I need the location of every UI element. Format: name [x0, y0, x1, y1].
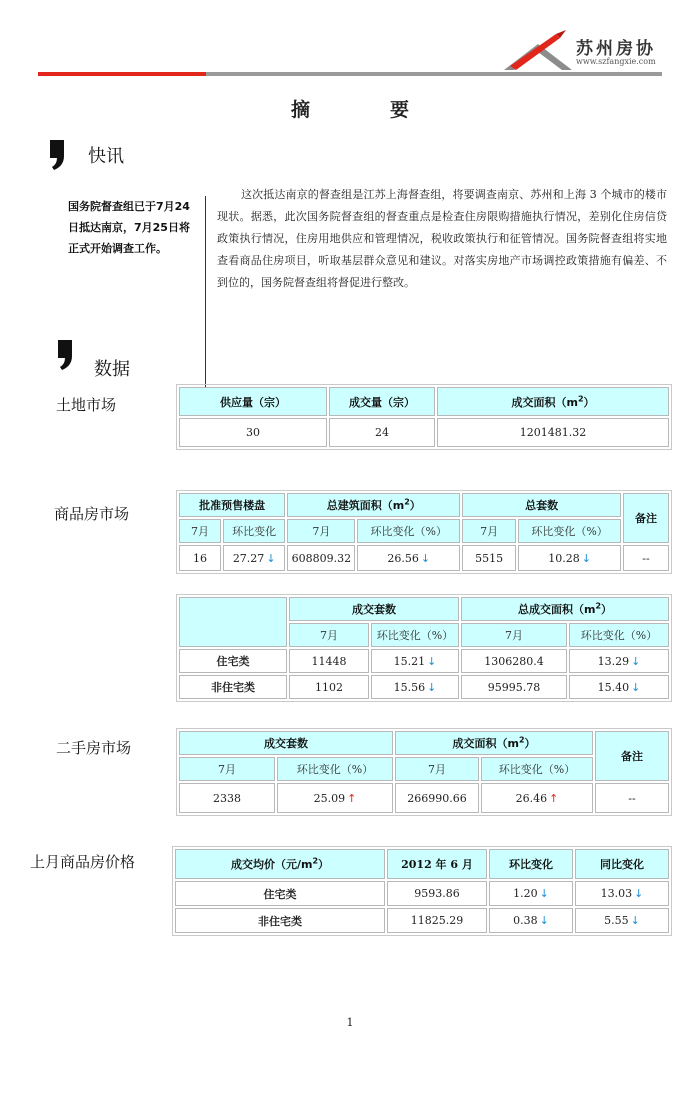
header-cell: 总成交面积$(m^2)$ — [461, 597, 669, 621]
subheader-cell: 7月 — [289, 623, 369, 647]
resale-market-label: 二手房市场 — [56, 739, 132, 757]
table-cell: 15.21 ↓ — [371, 649, 459, 673]
subheader-cell: 环比变化（%） — [518, 519, 621, 543]
row-header-cell: 住宅类 — [179, 649, 287, 673]
table-cell: 15.40 ↓ — [569, 675, 669, 699]
header-cell: 总建筑面积$(m^2)$ — [287, 493, 460, 517]
land-market-label: 土地市场 — [56, 396, 117, 414]
comma-mark-icon — [50, 140, 64, 170]
header-rule-red — [38, 72, 206, 76]
down-arrow-icon: ↓ — [266, 551, 276, 565]
subheader-cell: 环比变化（%） — [277, 757, 393, 781]
table-cell: 16 — [179, 545, 221, 571]
subheader-cell: 7月 — [179, 757, 275, 781]
table-cell: 30 — [179, 418, 327, 447]
commercial-market-label: 商品房市场 — [54, 505, 130, 523]
table-cell: 608809.32 — [287, 545, 355, 571]
header-cell — [179, 597, 287, 647]
table-cell: 5.55 ↓ — [575, 908, 669, 933]
header-cell: 供应量（宗） — [179, 387, 327, 416]
table-cell: 25.09 ↑ — [277, 783, 393, 813]
subheader-cell: 环比变化（%） — [569, 623, 669, 647]
header-cell: 批准预售楼盘 — [179, 493, 285, 517]
table-cell: 9593.86 — [387, 881, 487, 906]
resale-market-table — [176, 728, 672, 816]
table-cell: 27.27 ↓ — [223, 545, 285, 571]
down-arrow-icon: ↓ — [631, 654, 641, 668]
page-number: 1 — [346, 1016, 354, 1029]
comma-mark-icon — [58, 340, 72, 370]
down-arrow-icon: ↓ — [427, 680, 437, 694]
house-pen-logo-icon — [500, 30, 572, 72]
news-heading: 快讯 — [88, 146, 124, 167]
row-header-cell: 非住宅类 — [179, 675, 287, 699]
header-rule-grey — [206, 72, 662, 76]
header-cell: 成交套数 — [179, 731, 393, 755]
down-arrow-icon: ↓ — [539, 887, 549, 900]
header-cell: 环比变化 — [489, 849, 573, 879]
table-cell: 1306280.4 — [461, 649, 567, 673]
header-cell: 成交面积$(m^2)$ — [395, 731, 593, 755]
subheader-cell: 7月 — [461, 623, 567, 647]
table-cell: 2338 — [179, 783, 275, 813]
header-cell: 总套数 — [462, 493, 621, 517]
down-arrow-icon: ↓ — [634, 887, 644, 900]
table-cell: 11448 — [289, 649, 369, 673]
subheader-cell: 环比变化（%） — [481, 757, 593, 781]
news-body: 这次抵达南京的督查组是江苏上海督查组，将要调查南京、苏州和上海 3 个城市的楼市现状。据悉，此次国务院督查组的督查重点是检查住房限购措施执行情况，差别化住房信贷政策执行情况，住房用地供应和管理情况，税收政策执行和征管情况。国务院督查组将实地查看商品住房项目，听取基层群众意见和建议。对落实房地产市场调控政策措施有偏差、不到位的，国务院督查组将督促进行整改。 — [217, 188, 667, 289]
table-cell: 15.56 ↓ — [371, 675, 459, 699]
down-arrow-icon: ↓ — [630, 914, 640, 927]
table-cell: -- — [595, 783, 669, 813]
header-cell: 成交套数 — [289, 597, 459, 621]
down-arrow-icon: ↓ — [420, 551, 431, 565]
page-title: 摘要 — [290, 99, 489, 121]
table-cell: 24 — [329, 418, 435, 447]
subheader-cell: 环比变化（%） — [371, 623, 459, 647]
header-cell: 备注 — [623, 493, 669, 543]
table-cell: 1102 — [289, 675, 369, 699]
org-url: www.szfangxie.com — [576, 57, 656, 66]
table-cell: 1.20 ↓ — [489, 881, 573, 906]
up-arrow-icon: ↑ — [549, 791, 559, 805]
table-cell: -- — [623, 545, 669, 571]
up-arrow-icon: ↑ — [347, 791, 357, 805]
price-label: 上月商品房价格 — [30, 853, 136, 871]
header-cell: 成交面积$(m^2)$ — [437, 387, 669, 416]
table-cell: 10.28 ↓ — [518, 545, 621, 571]
header-cell: 备注 — [595, 731, 669, 781]
table-cell: 26.56 ↓ — [357, 545, 460, 571]
table-cell: 26.46 ↑ — [481, 783, 593, 813]
header-cell: 成交量（宗） — [329, 387, 435, 416]
table-cell: 1201481.32 — [437, 418, 669, 447]
org-logo — [500, 28, 670, 72]
org-name: 苏州房协 — [576, 39, 656, 59]
row-header-cell: 住宅类 — [175, 881, 385, 906]
table-cell: 13.03 ↓ — [575, 881, 669, 906]
table-cell: 95995.78 — [461, 675, 567, 699]
down-arrow-icon: ↓ — [539, 914, 549, 927]
commercial-transaction-table — [176, 594, 672, 702]
header-cell: 同比变化 — [575, 849, 669, 879]
price-table — [172, 846, 672, 936]
data-heading: 数据 — [94, 359, 130, 380]
table-cell: 0.38 ↓ — [489, 908, 573, 933]
land-market-table — [176, 384, 672, 450]
down-arrow-icon: ↓ — [631, 680, 641, 694]
row-header-cell: 非住宅类 — [175, 908, 385, 933]
news-summary: 国务院督查组已于7月24日抵达南京，7月25日将正式开始调查工作。 — [68, 200, 190, 255]
table-cell: 5515 — [462, 545, 516, 571]
divider-line — [205, 196, 206, 392]
subheader-cell: 7月 — [287, 519, 355, 543]
header-cell: 2012 年 6 月 — [387, 849, 487, 879]
table-cell: 11825.29 — [387, 908, 487, 933]
subheader-cell: 7月 — [395, 757, 479, 781]
down-arrow-icon: ↓ — [581, 551, 591, 565]
table-cell: 13.29 ↓ — [569, 649, 669, 673]
commercial-presale-table — [176, 490, 672, 574]
header-cell: 成交均价（元$/m^2$） — [175, 849, 385, 879]
subheader-cell: 7月 — [179, 519, 221, 543]
table-cell: 266990.66 — [395, 783, 479, 813]
down-arrow-icon: ↓ — [427, 654, 437, 668]
subheader-cell: 7月 — [462, 519, 516, 543]
subheader-cell: 环比变化（%） — [357, 519, 460, 543]
subheader-cell: 环比变化 — [223, 519, 285, 543]
